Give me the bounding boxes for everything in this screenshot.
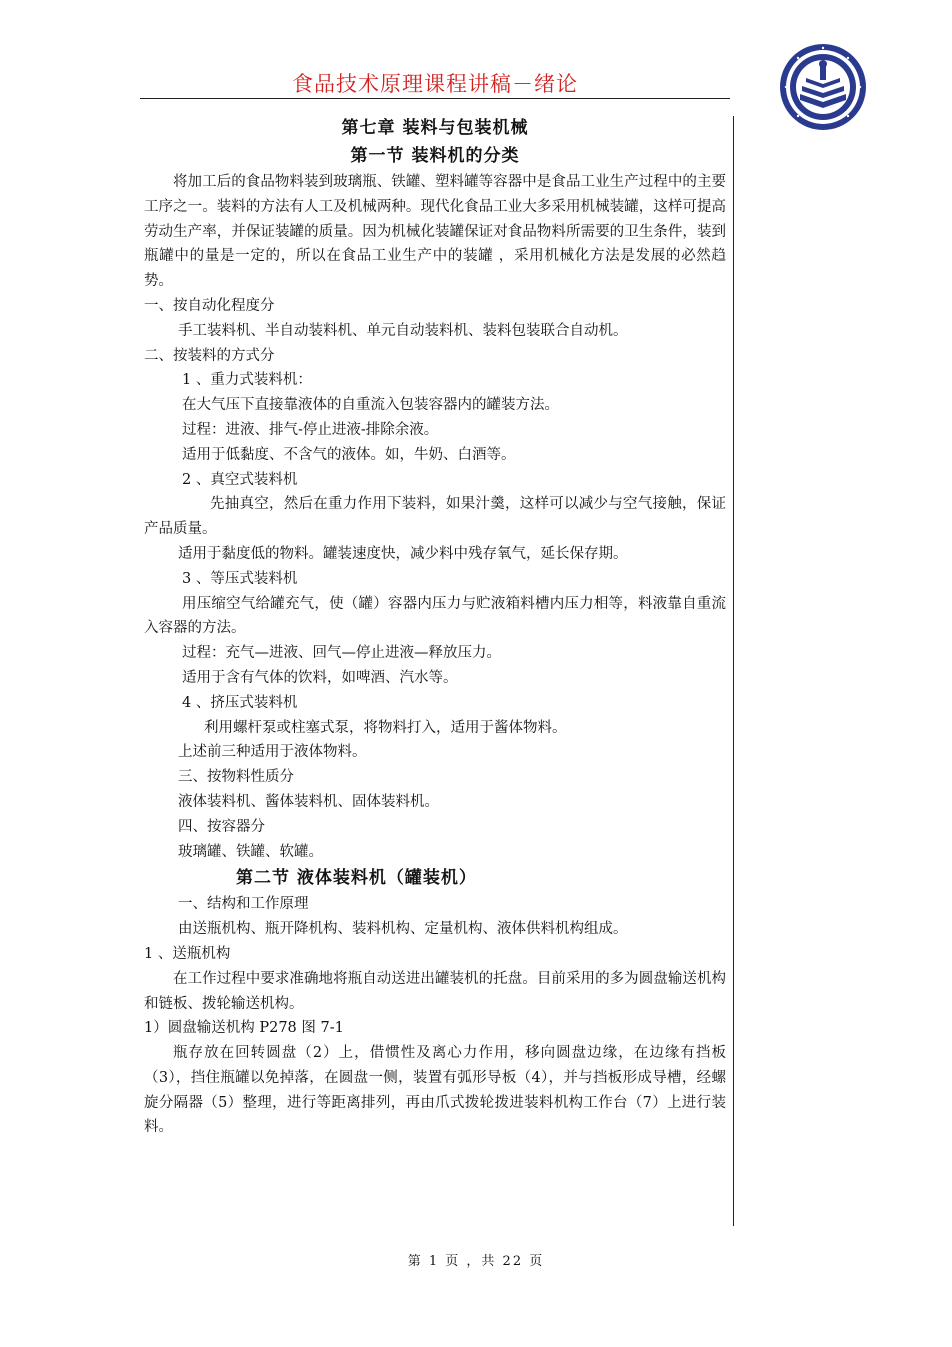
section2-title: 第二节 液体装料机（罐装机） [236,868,477,889]
isobaric-filler-use: 适用于含有气体的饮料，如啤酒、汽水等。 [182,669,458,686]
heading-by-method: 二、按装料的方式分 [144,347,275,364]
right-margin-rule [733,116,734,1226]
isobaric-filler-desc: 用压缩空气给罐充气，使（罐）容器内压力与贮液箱料槽内压力相等，料液靠自重流入容器的方法。 [144,595,726,637]
container-types: 玻璃罐、铁罐、软罐。 [178,843,323,860]
bottle-feed-title: 1 、送瓶机构 [144,945,231,962]
vacuum-filler-title: 2 、真空式装料机 [182,471,298,488]
university-emblem-icon [778,42,868,132]
page-footer: 第 1 页 ，共 22 页 [407,1254,545,1269]
bottle-feed-desc: 在工作过程中要求准确地将瓶自动送进出罐装机的托盘。目前采用的多为圆盘输送机构和链板、拨轮输送机构。 [144,970,726,1012]
liquid-note: 上述前三种适用于液体物料。 [178,744,367,761]
chapter-title: 第七章 装料与包装机械 [341,118,529,138]
disc-conveyor-title: 1）圆盘输送机构 P278 图 7-1 [144,1020,344,1037]
structure-components: 由送瓶机构、瓶开降机构、装料机构、定量机构、液体供料机构组成。 [178,921,628,938]
material-types: 液体装料机、酱体装料机、固体装料机。 [178,793,439,810]
section1-title: 第一节 装料机的分类 [350,146,520,166]
header-title: 食品技术原理课程讲稿－绪论 [292,72,578,96]
vacuum-filler-use: 适用于黏度低的物料。罐装速度快，减少料中残存氧气，延长保存期。 [178,545,628,562]
extrusion-filler-title: 4 、挤压式装料机 [182,694,298,711]
heading-by-automation: 一、按自动化程度分 [144,297,275,314]
heading-structure: 一、结构和工作原理 [178,896,309,913]
gravity-filler-desc: 在大气压下直接靠液体的自重流入包装容器内的罐装方法。 [182,397,559,414]
gravity-filler-use: 适用于低黏度、不含气的液体。如，牛奶、白酒等。 [182,446,516,463]
header-divider [140,98,730,99]
automation-types: 手工装料机、半自动装料机、单元自动装料机、装料包装联合自动机。 [178,322,628,339]
extrusion-filler-desc: 利用螺杆泵或柱塞式泵，将物料打入，适用于酱体物料。 [204,719,567,736]
vacuum-filler-desc: 先抽真空，然后在重力作用下装料，如果汁羹，这样可以减少与空气接触，保证产品质量。 [144,496,726,538]
document-body [144,114,726,1140]
heading-by-material: 三、按物料性质分 [178,769,294,786]
isobaric-filler-process: 过程：充气—进液、回气—停止进液—释放压力。 [182,645,501,662]
section1-intro: 将加工后的食品物料装到玻璃瓶、铁罐、塑料罐等容器中是食品工业生产过程中的主要工序之一。装料的方法有人工及机械两种。现代化食品工业大多采用机械装罐，这样可提高劳动生产率，并保证装罐的质量。因为机械化装罐保证对食品物料所需要的卫生条件，装到瓶罐中的量是一定的，所以在食品工业生产中的装罐 ，采用机械化方法是发展的必然趋势。 [144,174,726,290]
isobaric-filler-title: 3 、等压式装料机 [182,570,298,587]
heading-by-container: 四、按容器分 [178,818,265,835]
disc-conveyor-desc: 瓶存放在回转圆盘（2）上，借惯性及离心力作用，移向圆盘边缘，在边缘有挡板（3），挡住瓶罐以免掉落，在圆盘一侧，装置有弧形导板（4），并与挡板形成导槽，经螺旋分隔器（5）整理，进行等距离排列，再由爪式拨轮拨进装料机构工作台（7）上进行装料。 [144,1045,726,1136]
gravity-filler-process: 过程：进液、排气-停止进液-排除余液。 [182,421,439,438]
gravity-filler-title: 1 、重力式装料机： [182,372,312,389]
